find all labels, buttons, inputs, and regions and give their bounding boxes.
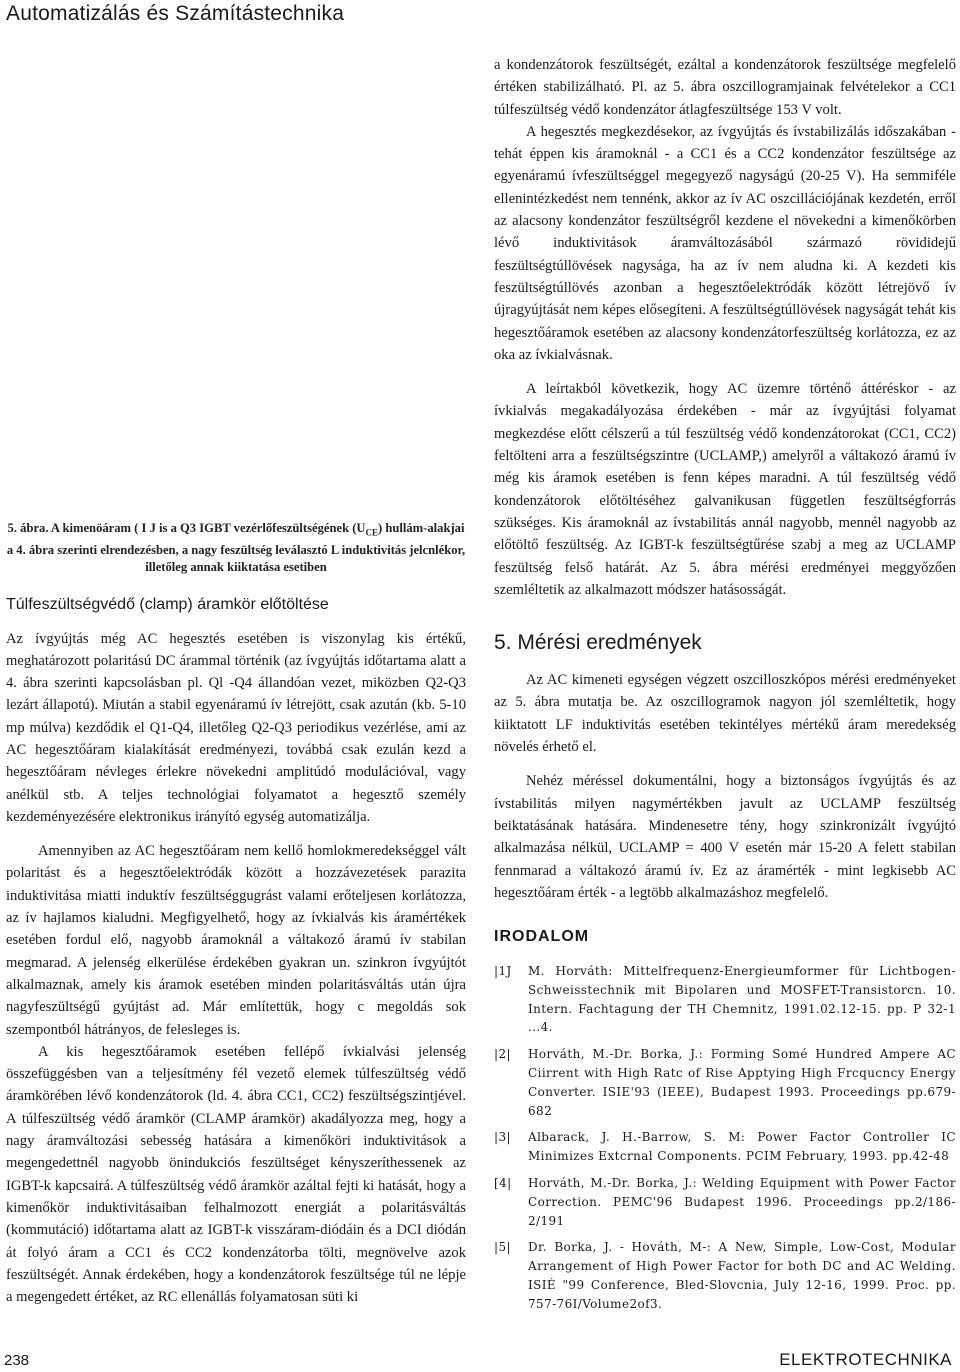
reference-item [494,1045,956,1120]
subsection-heading: Túlfeszültségvédő (clamp) áramkör előtöltése [6,595,329,613]
reference-number: |5| [494,1240,511,1255]
section-heading: 5. Mérési eredmények [494,631,702,655]
right-column [494,54,956,1322]
reference-text: Dr. Borka, J. - Hováth, M-: A New, Simple, Low-Cost, Modular Arrangement of High Power Factor for both DC and AC Welding. ISIÉ "99 Conference, Bled-Slovcnia, July 12-16, 1999. Proc. pp. 757-76I/Volume2of3. [528,1240,956,1311]
page-number: 238 [4,1352,30,1369]
body-paragraph: A leírtakból következik, hogy AC üzemre történő áttéréskor - az ívkialvás megakadályozása érdekében - már az ívgyújtási folyamat megkezdése előtt célszerű a túl feszültség védő kondenzátorokat (CC1, CC2) feltölteni arra a feszültségszintre (UCLAMP,) amelyről a váltakozó áramú ív még kis áramok esetében is fenn képes maradni. A túl feszültség védő kondenzátorok előtöltéséhez galvanikusan független feszültségforrás szükséges. Kis áramoknál az ívstabilitás annál nagyobb, mennél nagyobb az előtöltő feszültség. Az IGBT-k feszültségtűrése szabj a meg az UCLAMP feszültség felső határát. Az 5. ábra mérési eredményei meggyőzően szemléltetik az alkalmazott módszer hatásosságát. [494,381,956,598]
reference-number: |3| [494,1130,511,1145]
left-column [6,520,466,1308]
body-paragraph: a kondenzátorok feszültségét, ezáltal a kondenzátorok feszültsége megfelelő értéken stabilizálható. Pl. az 5. ábra oszcillogramjainak felvételekor a CC1 túlfeszültség védő kondenzátor átlagfeszültsége 153 V volt. [494,57,956,118]
reference-item [494,962,956,1037]
reference-item [494,1238,956,1313]
reference-number: |1J [494,964,512,979]
journal-name: ELEKTROTECHNIKA [779,1350,952,1369]
reference-text: Horváth, M.-Dr. Borka, J.: Forming Somé Hundred Ampere AC Ciirrent with High Ratc of Rise Apptying High Frcqucncy Energy Converter. ISIE'93 (IEEE), Budapest 1993. Proceedings pp.679-682 [528,1047,956,1118]
reference-item [494,1174,956,1230]
body-paragraph: Az AC kimeneti egységen végzett oszcilloszkópos mérési eredményeket az 5. ábra mutatja be. Az oszcillogramok nagyon jól szemléltetik, hogy kiiktatott LF induktivitás esetében tekintélyes mértékű áram meredekség növelés érhető el. [494,672,956,756]
references-heading: IRODALOM [494,928,590,946]
reference-number: |2| [494,1047,511,1062]
body-paragraph: A kis hegesztőáramok esetében fellépő ívkialvási jelenség összefüggésben van a teljesítmény fél vezető elemek túlfeszültség védő áramkörében lévő kondenzátorok (ld. 4. ábra CC1, CC2) feszültségszintjével. A túlfeszültség védő áramkör (CLAMP áramkör) akadályozza meg, hogy a nagy áramváltozási sebesség hatására a kimenőköri induktivitások a megengedettnél nagyobb önindukciós feszültséget kényszeríthessenek az IGBT-k kapcsairá. A túlfeszültség védő áramkör azáltal fejti ki hatását, hogy a kimenőkör induktivitásaiban felhalmozott energiát a polaritásváltás (kommutáció) időtartama alatt az IGBT-k visszáram-diódáin és a DCI diódán át folyó áram a CC1 és CC2 kondenzátorba tölti, megnövelve azok feszültségét. Annak érdekében, hogy a kondenzátorok feszültsége túl ne lépje a megengedett értéket, az RC ellenállás folyamatosan süti ki [6,1043,466,1306]
body-paragraph: A hegesztés megkezdésekor, az ívgyújtás és ívstabilizálás időszakában - tehát éppen kis áramoknál - a CC1 és a CC2 kondenzátor feszültsége az egyenáramú ívfeszültséggel megegyező nagyságú (20-25 V). Ha semmiféle ellenintézkedést nem tennénk, akkor az ív AC oszcillációjának kezdetén, erről az alacsony kondenzátor feszültségről kezdene el növekedni a kimenőkörben lévő induktivitások áramváltozásából származó rövididejű feszültségtúllövések nagysága, ha az ív nem aludna ki. A kezdeti kis feszültségtúllövés azonban a hegesztőelektródák között létrejövő ív újragyújtását nem képes elősegíteni. A feszültségtúllövések nagyságát tehát kis hegesztőáramok esetében az alacsony kondenzátorfeszültség korlátozza, ez az oka az ívkialvásnak. [494,123,956,363]
reference-text: Albarack, J. H.-Barrow, S. M: Power Factor Controller IC Minimizes Extcrnal Components. PCIM February, 1993. pp.42-48 [528,1130,956,1164]
running-header: Automatizálás és Számítástechnika [6,2,345,25]
caption-text-a: 5. ábra. A kimenöáram ( I J is a Q3 IGBT vezérlőfeszültségének (U [7,521,366,535]
caption-text-b: ) hullám-alakjai a 4. ábra szerinti elrendezésben, a nagy feszültség leválasztó L induktivitás jelcnlékor, illetőleg annak kiiktatása esetiben [6,521,466,574]
body-paragraph: Amennyiben az AC hegesztőáram nem kellő homlokmeredekséggel vált polaritást és a hegesztőelektródák között a hozzávezetések parazita induktivitása miatti induktív feszültséggugrást valami erőteljesen korlátozza, az ív hajlamos kialudni. Megfigyelhető, hogy az ívkialvás kis áramértékek esetében fordul elő, nagyobb áramoknál a váltakozó áramú ív stabilan megmarad. A jelenség elkerülése érdekében gyakran un. szinkron ívgyújtót alkalmaznak, amely kis áramok esetében minden polaritásváltás után újra nagyfeszültségű gyújtást ad. Már említettük, hogy c megoldás sok szempontból hátrányos, de felesleges is. [6,843,466,1038]
body-paragraph: Nehéz méréssel dokumentálni, hogy a biztonságos ívgyújtás és az ívstabilitás milyen nagymértékben javult az UCLAMP feszültség beiktatásának hatására. Mindenesetre tény, hogy szinkronizált ívgyújtó alkalmazása nélkül, UCLAMP = 400 V esetén már 15-20 A felett stabilan fennmarad a váltakozó áramú ív. Ez az áramérték - mint legkisebb AC hegesztőáram érték - a legtöbb alkalmazáshoz megfelelő. [494,773,956,901]
reference-item [494,1128,956,1166]
reference-text: M. Horváth: Mittelfrequenz-Energieumformer für Lichtbogen-Schweisstechnik mit Bipolaren und MOSFET-Transistorcn. 10. Intern. Fachtagung der TH Chemnitz, 1991.02.12-15. pp. P 32-1 ...4. [528,964,956,1035]
figure-caption [6,520,466,576]
body-paragraph: Az ívgyújtás még AC hegesztés esetében is viszonylag kis értékű, meghatározott polaritású DC árammal történik (az ívgyújtás időtartama alatt a 4. ábra szerinti kapcsolásban pl. Ql -Q4 állandóan vezet, miközben Q2-Q3 lezárt állapotú). Miután a stabil egyenáramú ív létrejött, csak azután (kb. 5-10 mp múlva) kezdődik el Q1-Q4, illetőleg Q2-Q3 periodikus vezérlése, ami az AC hegesztőáram kialakítását eredményezi, továbbá csak ezulán kezd a hegesztőáram névleges érlekre növekedni amplitúdó modulációval, vagy anélkül stb. A teljes technológiai folyamatot a hegesztő személy kezdeményezésére elektronikus irányító egység automatizálja. [6,630,466,825]
reference-text: Horváth, M.-Dr. Borka, J.: Welding Equipment with Power Factor Correction. PEMC'96 Budapest 1996. Proceedings pp.2/186-2/191 [528,1176,956,1228]
caption-subscript: CE [365,527,379,538]
reference-number: [4| [494,1176,512,1191]
